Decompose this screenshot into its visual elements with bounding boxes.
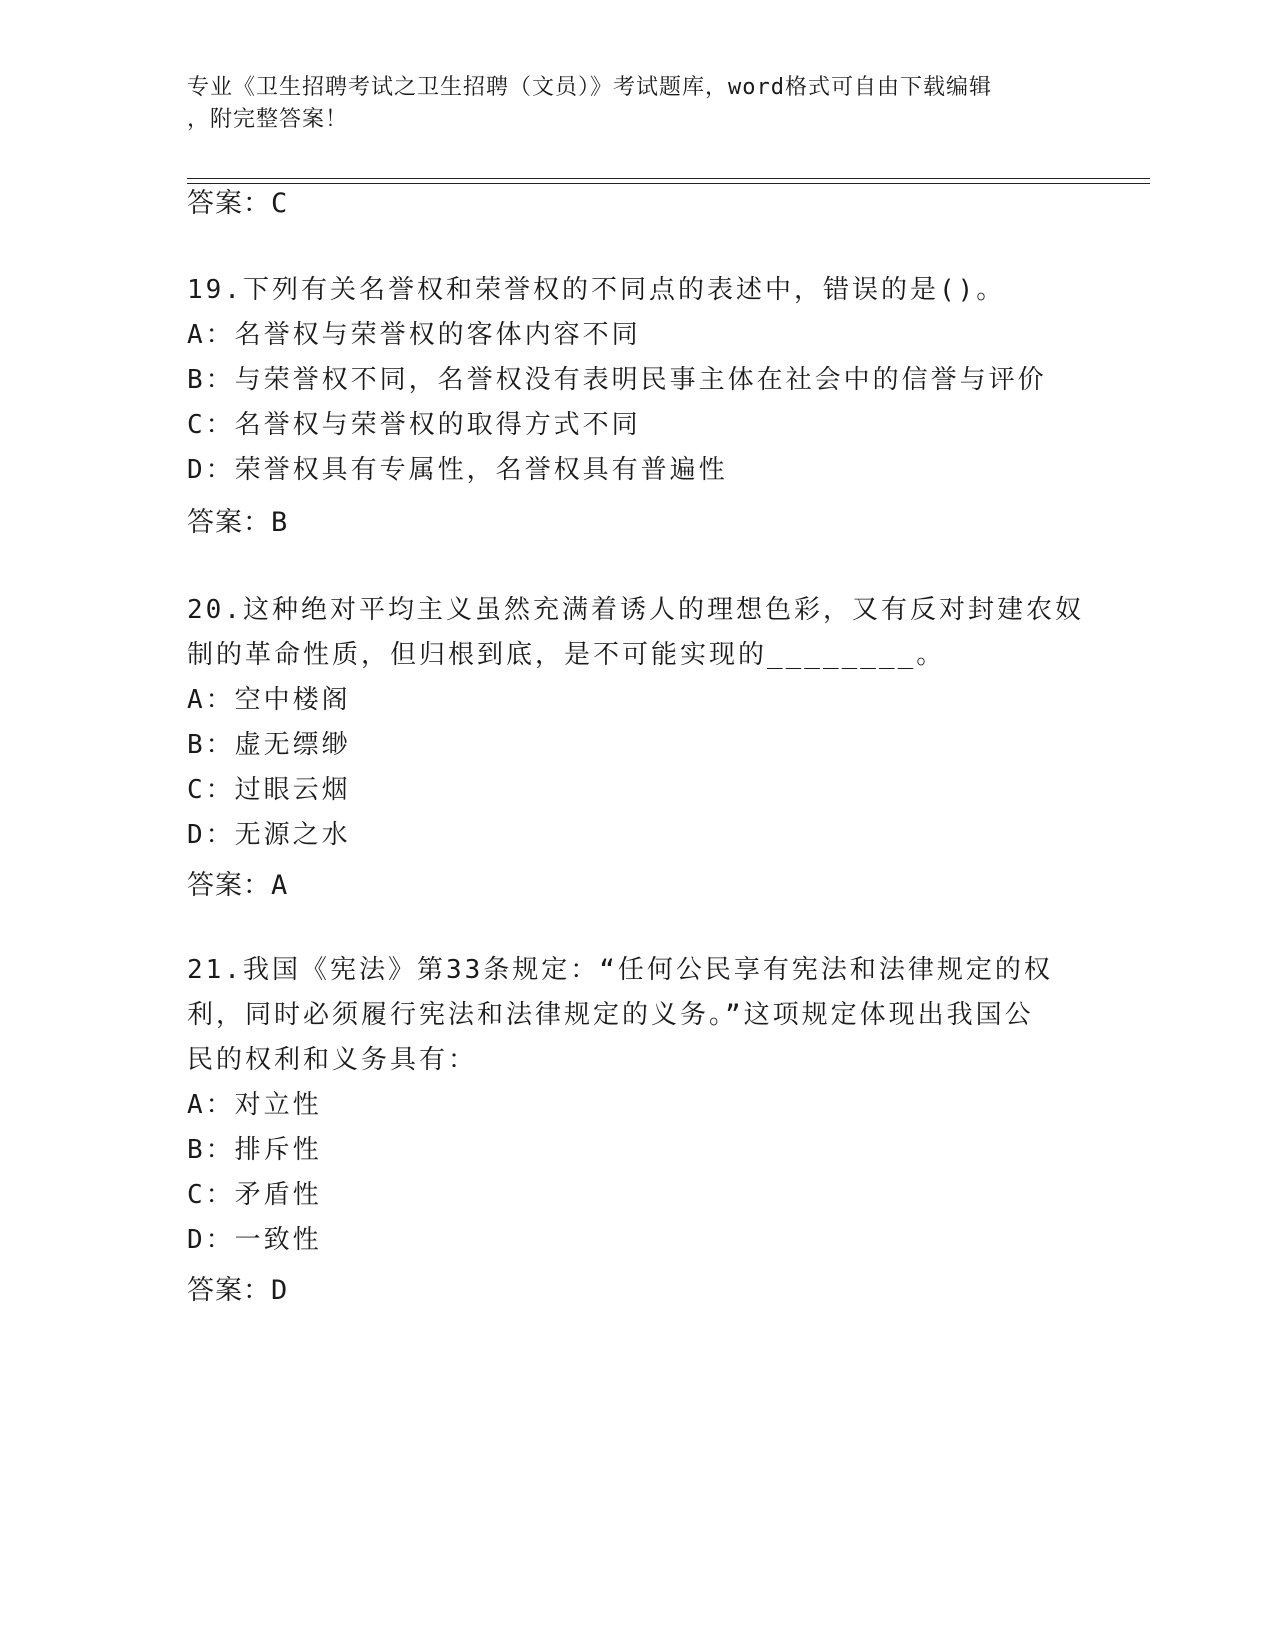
- document-header: [187, 72, 1087, 136]
- question-21-text-line-2: 利，同时必须履行宪法和法律规定的义务。”这项规定体现出我国公: [187, 1000, 1034, 1030]
- question-19-option-d: D：荣誉权具有专属性，名誉权具有普遍性: [187, 455, 728, 485]
- question-19-option-a: A：名誉权与荣誉权的客体内容不同: [187, 320, 641, 350]
- question-19-text: 19.下列有关名誉权和荣誉权的不同点的表述中，错误的是()。: [187, 275, 1006, 305]
- question-20-option-d: D：无源之水: [187, 820, 351, 850]
- answer-21: 答案：D: [187, 1275, 289, 1306]
- answer-18: 答案：C: [187, 188, 289, 219]
- question-20-text-line-1: 20.这种绝对平均主义虽然充满着诱人的理想色彩，又有反对封建农奴: [187, 595, 1084, 625]
- header-line-1: 专业《卫生招聘考试之卫生招聘（文员）》考试题库，word格式可自由下载编辑: [187, 75, 992, 100]
- question-19-option-c: C：名誉权与荣誉权的取得方式不同: [187, 410, 641, 440]
- question-19: [187, 268, 1087, 493]
- question-21-option-d: D：一致性: [187, 1225, 322, 1255]
- answer-19: 答案：B: [187, 507, 289, 538]
- question-20-text-line-2: 制的革命性质，但归根到底，是不可能实现的________。: [187, 640, 946, 670]
- question-21-option-a: A：对立性: [187, 1090, 322, 1120]
- question-20-option-b: B：虚无缥缈: [187, 730, 351, 760]
- question-20-option-c: C：过眼云烟: [187, 775, 351, 805]
- header-divider-bottom: [187, 183, 1150, 184]
- question-21: [187, 948, 1087, 1263]
- answer-20: 答案：A: [187, 870, 289, 901]
- question-21-text-line-1: 21.我国《宪法》第33条规定：“任何公民享有宪法和法律规定的权: [187, 955, 1053, 985]
- question-21-option-c: C：矛盾性: [187, 1180, 322, 1210]
- question-20: [187, 588, 1087, 858]
- header-divider-top: [187, 178, 1150, 179]
- header-line-2: ，附完整答案！: [187, 107, 349, 132]
- question-20-option-a: A：空中楼阁: [187, 685, 351, 715]
- question-21-text-line-3: 民的权利和义务具有：: [187, 1045, 478, 1075]
- question-21-option-b: B：排斥性: [187, 1135, 322, 1165]
- question-19-option-b: B：与荣誉权不同，名誉权没有表明民事主体在社会中的信誉与评价: [187, 365, 1047, 395]
